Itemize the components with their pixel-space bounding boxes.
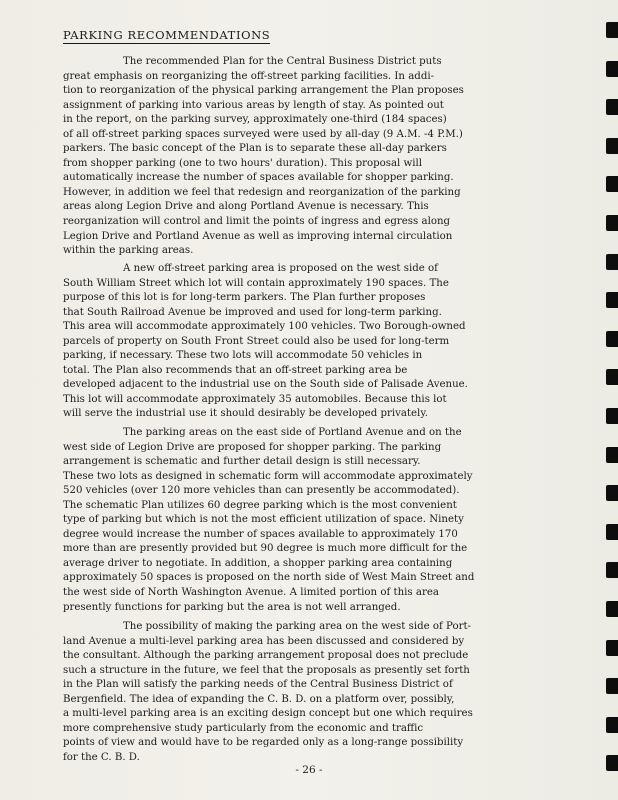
text-line: The parking areas on the east side of Portland Avenue and on the bbox=[123, 427, 462, 438]
text-line: that South Railroad Avenue be improved and used for long-term parking. bbox=[63, 306, 442, 318]
text-line: type of parking but which is not the most efficient utilization of space. Ninety bbox=[63, 514, 464, 526]
text-line: Legion Drive and Portland Avenue as well as improving internal circulation bbox=[63, 230, 453, 242]
spiral-binding bbox=[588, 0, 618, 800]
text-line: tion to reorganization of the physical parking arrangement the Plan proposes bbox=[63, 85, 464, 97]
paragraph-2 bbox=[63, 262, 563, 422]
binding-hole bbox=[606, 678, 618, 694]
text-line: parcels of property on South Front Street could also be used for long-term bbox=[63, 335, 450, 347]
text-line: South William Street which lot will contain approximately 190 spaces. The bbox=[63, 277, 449, 289]
text-line: 520 vehicles (over 120 more vehicles than can presently be accommodated). bbox=[63, 485, 460, 497]
text-line: presently functions for parking but the area is not well arranged. bbox=[63, 601, 401, 613]
text-line: will serve the industrial use it should desirably be developed privately. bbox=[63, 408, 428, 420]
binding-hole bbox=[606, 22, 618, 38]
text-line: in the Plan will satisfy the parking needs of the Central Business District of bbox=[63, 679, 453, 691]
binding-hole bbox=[606, 485, 618, 501]
text-line: parkers. The basic concept of the Plan is to separate these all-day parkers bbox=[63, 143, 447, 155]
binding-hole bbox=[606, 447, 618, 463]
paragraph-1 bbox=[63, 55, 563, 259]
paragraph-4 bbox=[63, 620, 563, 765]
text-line: the consultant. Although the parking arrangement proposal does not preclude bbox=[63, 650, 469, 662]
text-line: of all off-street parking spaces surveyed were used by all-day (9 A.M. -4 P.M.) bbox=[63, 128, 463, 140]
text-line: arrangement is schematic and further detail design is still necessary. bbox=[63, 456, 421, 468]
binding-hole bbox=[606, 176, 618, 192]
paragraph-3 bbox=[63, 426, 563, 615]
text-line: A new off-street parking area is proposed on the west side of bbox=[123, 263, 438, 274]
text-line: parking, if necessary. These two lots will accommodate 50 vehicles in bbox=[63, 350, 423, 362]
text-line: land Avenue a multi-level parking area has been discussed and considered by bbox=[63, 635, 465, 647]
text-line: automatically increase the number of spaces available for shopper parking. bbox=[63, 172, 454, 184]
text-line: areas along Legion Drive and along Portland Avenue is necessary. This bbox=[63, 201, 429, 213]
text-line: the west side of North Washington Avenue. A limited portion of this area bbox=[63, 587, 439, 599]
text-line: approximately 50 spaces is proposed on the north side of West Main Street and bbox=[63, 572, 475, 584]
text-line: points of view and would have to be regarded only as a long-range possibility bbox=[63, 737, 464, 749]
binding-hole bbox=[606, 292, 618, 308]
text-line: This area will accommodate approximately 100 vehicles. Two Borough-owned bbox=[63, 321, 466, 333]
binding-hole bbox=[606, 369, 618, 385]
text-line: more comprehensive study particularly from the economic and traffic bbox=[63, 722, 424, 734]
text-line: reorganization will control and limit the points of ingress and egress along bbox=[63, 216, 451, 228]
text-line: in the report, on the parking survey, approximately one-third (184 spaces) bbox=[63, 114, 447, 126]
page-number: - 26 - bbox=[295, 764, 323, 776]
text-line: The schematic Plan utilizes 60 degree parking which is the most convenient bbox=[63, 499, 457, 511]
text-line: total. The Plan also recommends that an off-street parking area be bbox=[63, 364, 408, 376]
text-line: a multi-level parking area is an exciting design concept but one which requires bbox=[63, 708, 473, 720]
text-line: degree would increase the number of spaces available to approximately 170 bbox=[63, 528, 458, 540]
text-line: average driver to negotiate. In addition, a shopper parking area containing bbox=[63, 557, 453, 569]
text-line: The recommended Plan for the Central Business District puts bbox=[123, 56, 442, 67]
binding-hole bbox=[606, 717, 618, 733]
text-line: great emphasis on reorganizing the off-street parking facilities. In addi- bbox=[63, 70, 435, 82]
binding-hole bbox=[606, 755, 618, 771]
text-line: The possibility of making the parking area on the west side of Port- bbox=[123, 621, 471, 632]
text-line: from shopper parking (one to two hours' duration). This proposal will bbox=[63, 157, 423, 169]
text-line: Bergenfield. The idea of expanding the C. B. D. on a platform over, possibly, bbox=[63, 693, 455, 705]
binding-hole bbox=[606, 331, 618, 347]
binding-hole bbox=[606, 601, 618, 617]
text-line: for the C. B. D. bbox=[63, 751, 140, 763]
text-line: purpose of this lot is for long-term parkers. The Plan further proposes bbox=[63, 292, 426, 304]
text-line: developed adjacent to the industrial use on the South side of Palisade Avenue. bbox=[63, 379, 468, 391]
text-line: more than are presently provided but 90 degree is much more difficult for the bbox=[63, 543, 468, 555]
text-line: This lot will accommodate approximately 35 automobiles. Because this lot bbox=[63, 393, 447, 405]
section-heading: PARKING RECOMMENDATIONS bbox=[63, 28, 271, 42]
binding-hole bbox=[606, 215, 618, 231]
binding-hole bbox=[606, 524, 618, 540]
text-line: within the parking areas. bbox=[63, 245, 194, 257]
binding-hole bbox=[606, 254, 618, 270]
binding-hole bbox=[606, 138, 618, 154]
text-line: west side of Legion Drive are proposed for shopper parking. The parking bbox=[63, 441, 442, 453]
text-line: assignment of parking into various areas by length of stay. As pointed out bbox=[63, 99, 444, 111]
text-line: However, in addition we feel that redesign and reorganization of the parking bbox=[63, 186, 461, 198]
binding-hole bbox=[606, 562, 618, 578]
binding-hole bbox=[606, 61, 618, 77]
text-line: such a structure in the future, we feel that the proposals as presently set forth bbox=[63, 664, 470, 676]
binding-hole bbox=[606, 640, 618, 656]
binding-hole bbox=[606, 99, 618, 115]
binding-hole bbox=[606, 408, 618, 424]
text-line: These two lots as designed in schematic form will accommodate approximately bbox=[63, 470, 473, 482]
